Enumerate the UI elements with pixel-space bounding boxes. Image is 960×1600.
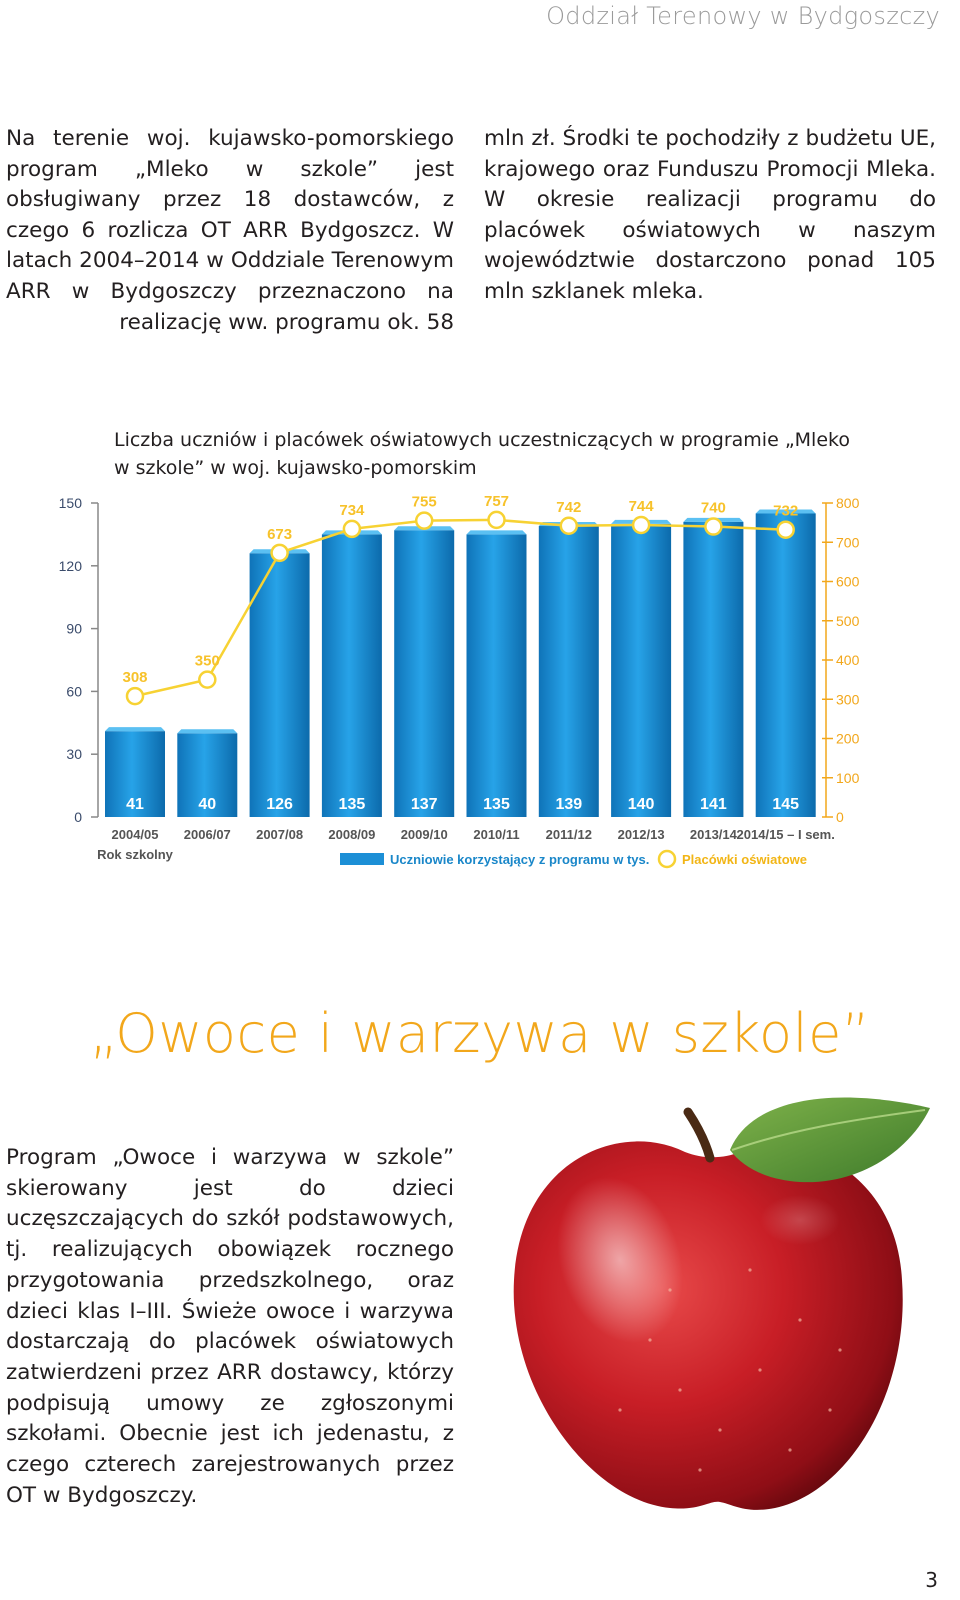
x-tick-label: 2006/07 xyxy=(183,827,231,842)
left-axis-tick-label: 60 xyxy=(66,683,82,700)
left-axis-tick-label: 90 xyxy=(66,620,82,637)
line-point xyxy=(561,518,577,534)
bar-value-label: 135 xyxy=(483,796,510,813)
legend-bar-label: Uczniowie korzystający z programu w tys. xyxy=(390,852,650,867)
bar xyxy=(394,530,454,817)
bar-top xyxy=(105,727,165,731)
intro-text-right: mln zł. Środki te pochodziły z budżetu UE, krajowego oraz Funduszu Promocji Mleka. W okresie realizacji programu do placówek oświatowych w naszym województwie dostarczono ponad 105 mln szklanek mleka. xyxy=(484,126,936,304)
chart-title: Liczba uczniów i placówek oświatowych uczestniczących w programie „Mleko w szkole” w woj. kujawsko-pomorskim xyxy=(114,429,850,479)
left-axis-tick-label: 0 xyxy=(74,809,82,825)
left-axis-tick-label: 150 xyxy=(58,495,82,511)
line-value-label: 757 xyxy=(483,495,510,510)
line-value-label: 350 xyxy=(194,652,220,670)
bar xyxy=(611,524,671,817)
bar-value-label: 135 xyxy=(338,796,366,813)
bar-value-label: 137 xyxy=(410,796,438,813)
apple-speckle xyxy=(698,1468,701,1471)
line-value-label: 673 xyxy=(267,525,293,543)
line-value-label: 742 xyxy=(556,498,582,516)
line-point xyxy=(344,521,360,537)
bar xyxy=(250,553,310,817)
right-axis-tick-label: 400 xyxy=(836,652,860,668)
bar-value-label: 140 xyxy=(627,796,655,813)
bar-value-label: 145 xyxy=(772,796,800,813)
x-tick-label: 2013/14 xyxy=(689,827,737,842)
x-tick-label: 2014/15 – I sem. xyxy=(736,827,835,842)
bar-value-label: 126 xyxy=(266,796,293,813)
line-point xyxy=(489,512,505,528)
bar xyxy=(683,522,743,817)
x-tick-label: 2011/12 xyxy=(545,827,592,842)
apple-speckle xyxy=(788,1448,791,1451)
right-axis-tick-label: 100 xyxy=(836,769,860,786)
left-axis-tick-label: 120 xyxy=(58,557,82,574)
apple-speckle xyxy=(648,1338,651,1341)
page-header: Oddział Terenowy w Bydgoszczy xyxy=(546,2,940,30)
section-heading: „Owoce i warzywa w szkole” xyxy=(89,1002,871,1065)
bar-top xyxy=(467,530,527,534)
x-tick-label: 2008/09 xyxy=(328,827,376,842)
line-point xyxy=(416,513,432,529)
right-axis-tick-label: 700 xyxy=(836,534,860,551)
right-axis-tick-label: 800 xyxy=(836,495,860,511)
line-point xyxy=(778,522,794,538)
line-value-label: 744 xyxy=(628,497,654,515)
x-tick-label: 2010/11 xyxy=(473,827,520,842)
intro-text-left: Na terenie woj. kujawsko-pomorskiego program „Mleko w szkole” jest obsługiwany przez 18 dostawców, z czego 6 rozlicza OT ARR Bydgoszcz. W latach 2004–2014 w Oddziale Terenowym ARR w Bydgoszczy przeznaczono na realizację ww. programu ok. 58 xyxy=(6,126,454,335)
apple-speckle xyxy=(748,1268,751,1271)
x-tick-label: 2004/05 xyxy=(111,827,159,842)
bar xyxy=(756,513,816,817)
legend-line-swatch xyxy=(659,851,675,867)
legend-bar-swatch xyxy=(340,853,384,865)
right-axis-tick-label: 300 xyxy=(836,691,860,708)
line-point xyxy=(633,517,649,533)
line-value-label: 308 xyxy=(122,669,148,687)
apple-speckle xyxy=(678,1388,681,1391)
legend-line-label: Placówki oświatowe xyxy=(682,852,807,867)
x-tick-label: 2007/08 xyxy=(256,827,304,842)
apple-illustration xyxy=(500,1090,940,1520)
apple-speckle xyxy=(718,1428,721,1431)
page-number: 3 xyxy=(925,1568,938,1592)
bar-value-label: 139 xyxy=(555,796,583,813)
bar-value-label: 41 xyxy=(126,796,144,813)
apple-speckle xyxy=(828,1408,831,1411)
bar-value-label: 141 xyxy=(700,796,727,813)
right-axis-tick-label: 0 xyxy=(836,809,844,825)
x-tick-label: 2009/10 xyxy=(400,827,448,842)
line-value-label: 740 xyxy=(700,499,726,517)
section-body-text: Program „Owoce i warzywa w szkole” skierowany jest do dzieci uczęszczających do szkół podstawowych, tj. realizujących obowiązek rocznego przygotowania przedszkolnego, oraz dzieci klas I–III. Świeże owoce i warzywa dostarczają do placówek oświatowych zatwierdzeni przez ARR dostawcy, którzy podpisują umowy ze zgłoszonymi szkołami. Obecnie jest ich jedenastu, z czego czterech zarejestrowanych przez OT w Bydgoszczy. xyxy=(6,1145,454,1508)
apple-speckle xyxy=(798,1318,801,1321)
line-value-label: 734 xyxy=(339,501,365,519)
apple-speckle xyxy=(758,1368,761,1371)
milk-program-chart xyxy=(50,495,870,885)
right-axis-tick-label: 600 xyxy=(836,573,860,590)
bar-top xyxy=(177,729,237,733)
line-point xyxy=(272,545,288,561)
bar xyxy=(467,534,527,817)
left-axis-tick-label: 30 xyxy=(66,746,82,763)
line-value-label: 755 xyxy=(411,495,437,511)
apple-speckle xyxy=(618,1408,621,1411)
line-value-label: 732 xyxy=(773,502,799,520)
apple-speckle xyxy=(668,1288,671,1291)
line-point xyxy=(705,519,721,535)
bar-value-label: 40 xyxy=(198,796,217,813)
bar xyxy=(539,526,599,817)
line-point xyxy=(199,672,215,688)
x-axis-title: Rok szkolny xyxy=(97,847,173,862)
apple-speckle xyxy=(838,1348,841,1351)
right-axis-tick-label: 500 xyxy=(836,612,860,629)
bar xyxy=(322,534,382,817)
line-point xyxy=(127,688,143,704)
right-axis-tick-label: 200 xyxy=(836,730,860,747)
x-tick-label: 2012/13 xyxy=(617,827,665,842)
